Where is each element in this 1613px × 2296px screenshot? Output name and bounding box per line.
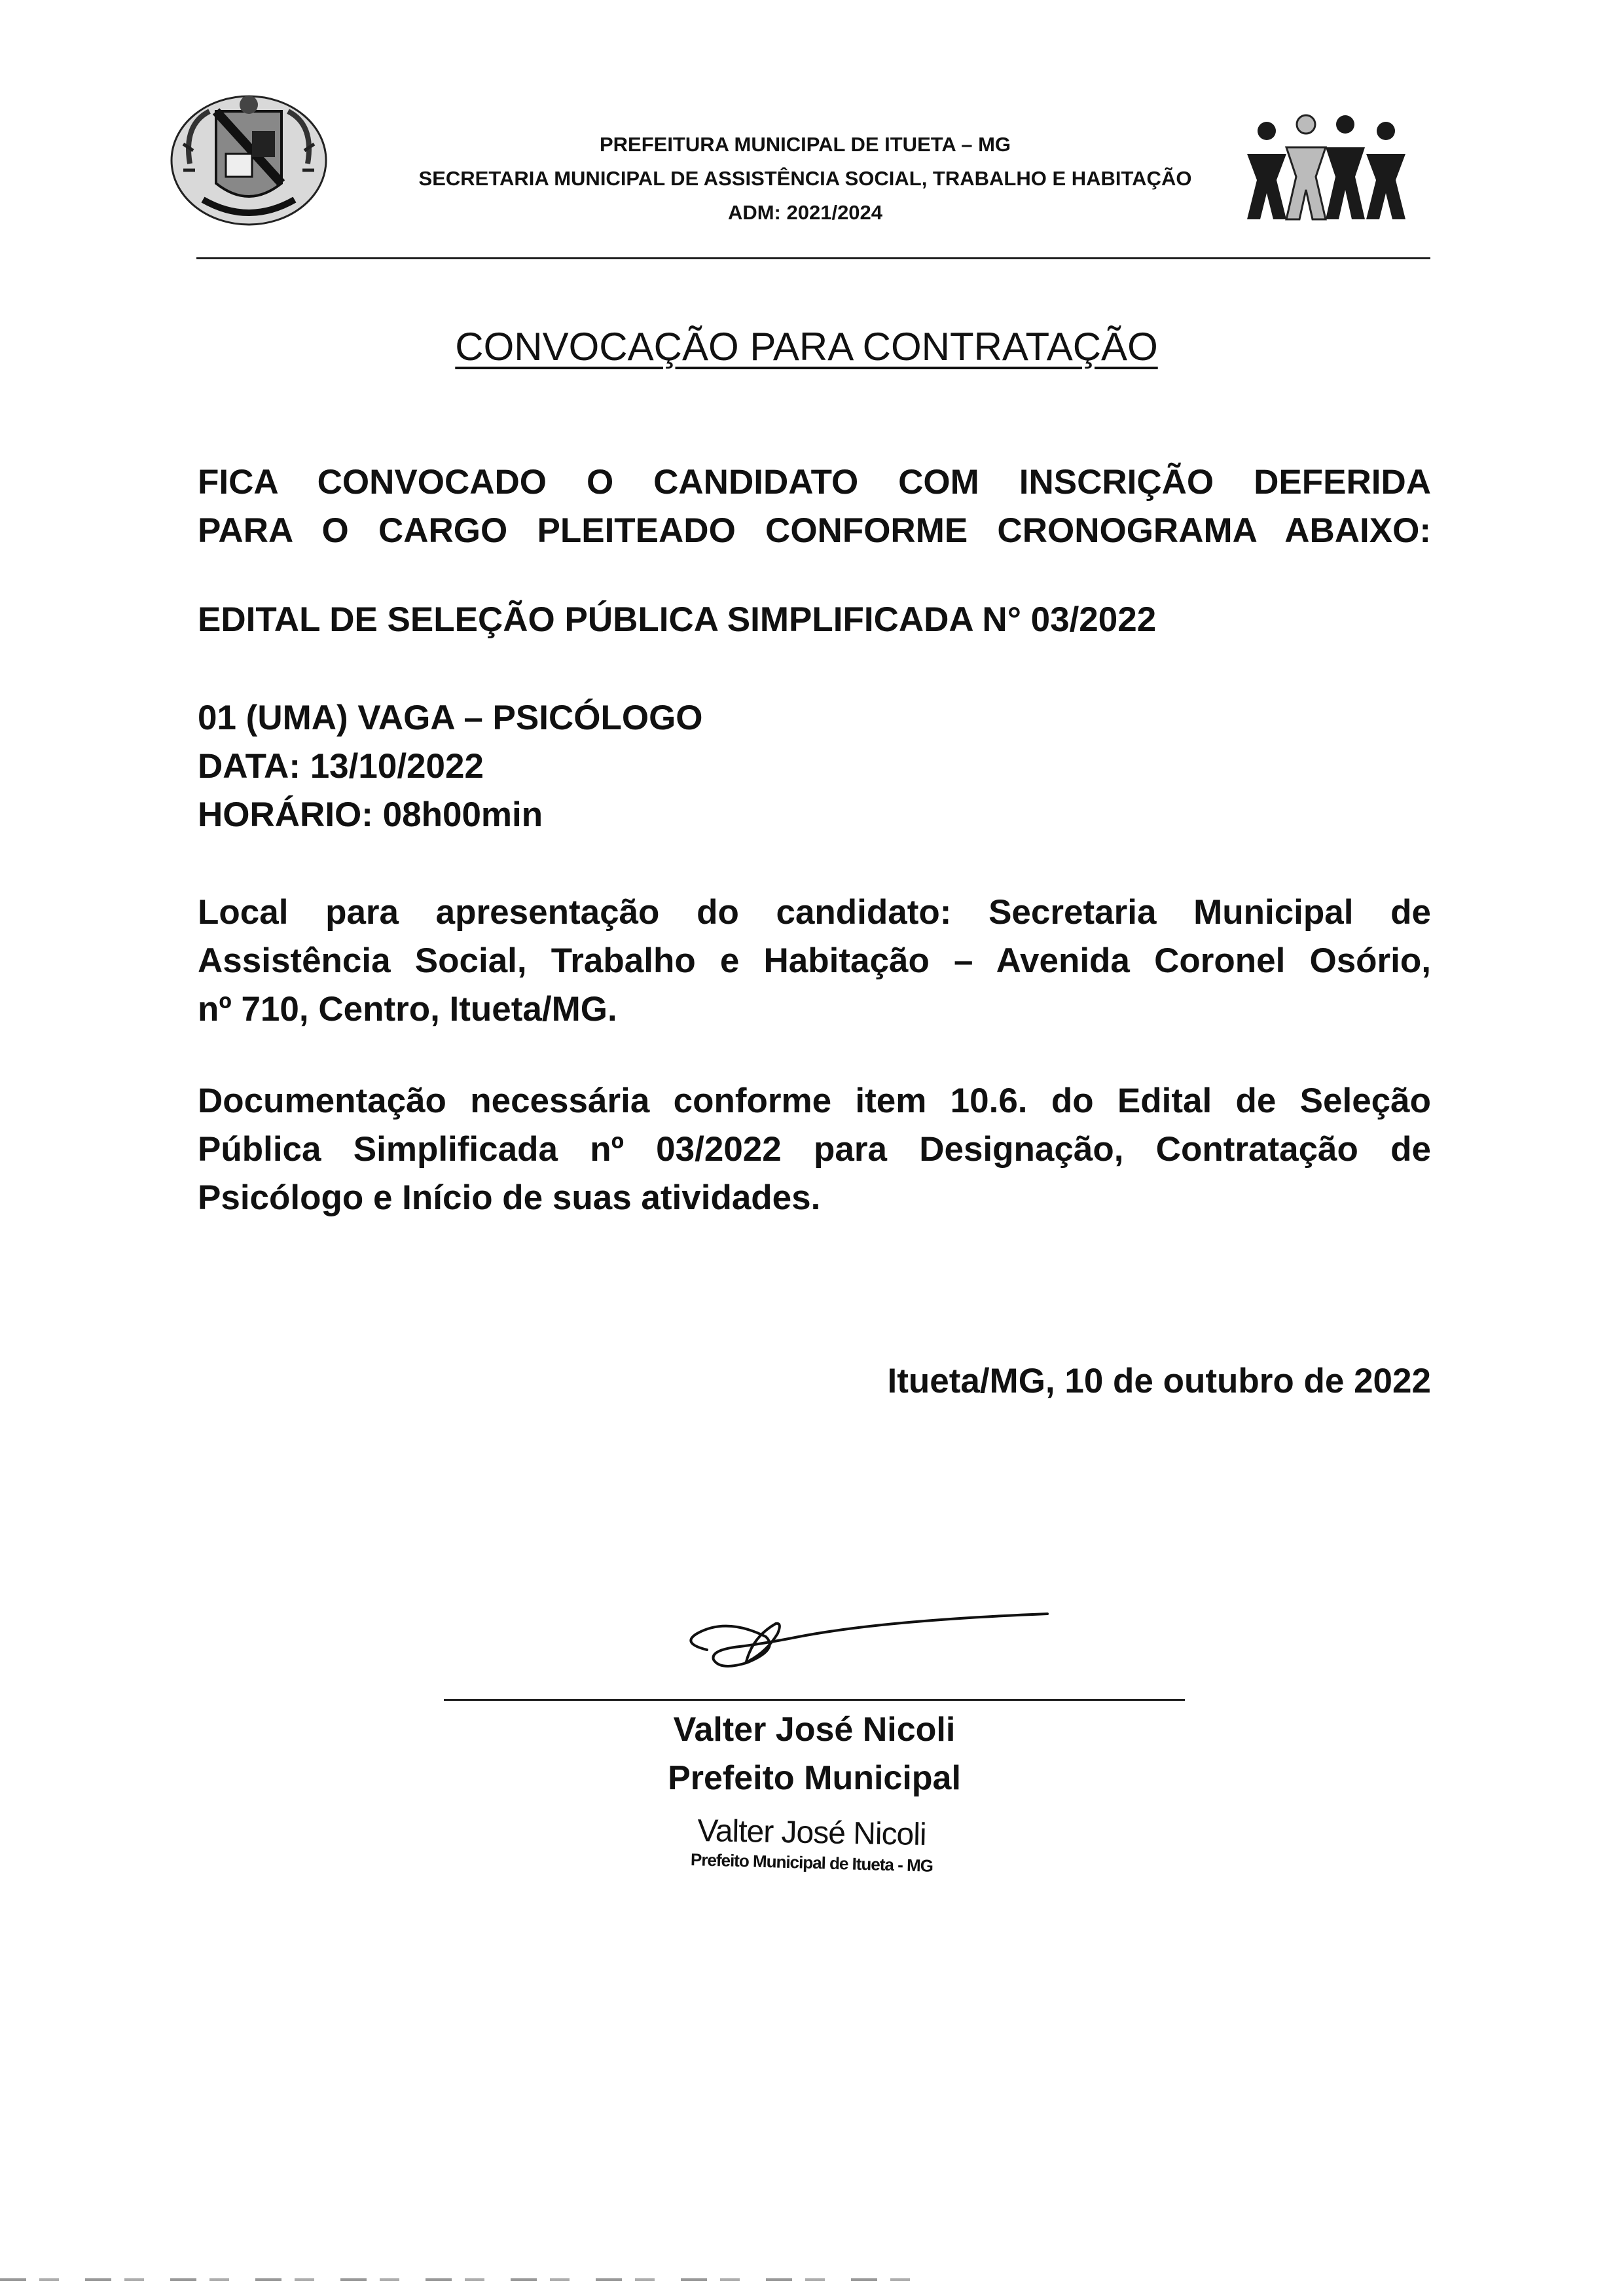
people-figures-logo-icon <box>1241 108 1411 223</box>
edital-reference: EDITAL DE SELEÇÃO PÚBLICA SIMPLIFICADA N° 03/2022 <box>198 600 1157 639</box>
location-line: nº 710, Centro, Itueta/MG. <box>198 990 617 1029</box>
scan-artifact <box>0 2278 916 2281</box>
documentation-line: Pública Simplificada nº 03/2022 para Designação, Contratação de <box>198 1130 1431 1169</box>
intro-line: FICA CONVOCADO O CANDIDATO COM INSCRIÇÃO DEFERIDA <box>198 463 1431 501</box>
signatory-block <box>444 1705 1185 1802</box>
letterhead-line-secretariat: SECRETARIA MUNICIPAL DE ASSISTÊNCIA SOCIAL, TRABALHO E HABITAÇÃO <box>418 167 1192 190</box>
location-line: Assistência Social, Trabalho e Habitação – Avenida Coronel Osório, <box>198 941 1431 980</box>
place-and-date: Itueta/MG, 10 de outubro de 2022 <box>887 1362 1431 1400</box>
location-line: Local para apresentação do candidato: Secretaria Municipal de <box>198 893 1431 932</box>
documentation-line: Psicólogo e Início de suas atividades. <box>198 1178 821 1217</box>
intro-line: PARA O CARGO PLEITEADO CONFORME CRONOGRAMA ABAIXO: <box>198 511 1431 550</box>
vacancy-position: 01 (UMA) VAGA – PSICÓLOGO <box>198 699 703 737</box>
documentation-paragraph <box>198 1077 1431 1222</box>
official-stamp <box>642 1815 982 1874</box>
header-divider <box>196 257 1430 259</box>
location-paragraph <box>198 888 1431 1034</box>
municipal-coat-of-arms-icon <box>164 85 334 236</box>
letterhead <box>367 128 1244 230</box>
letterhead-line-municipality: PREFEITURA MUNICIPAL DE ITUETA – MG <box>599 133 1011 156</box>
letterhead-line-administration: ADM: 2021/2024 <box>727 201 883 224</box>
vacancy-date: DATA: 13/10/2022 <box>198 747 484 786</box>
stamp-name: Valter José Nicoli <box>697 1813 927 1853</box>
vacancy-details <box>198 694 1431 839</box>
stamp-title: Prefeito Municipal de Itueta - MG <box>690 1850 933 1876</box>
handwritten-signature <box>668 1597 1060 1689</box>
document-title: CONVOCAÇÃO PARA CONTRATAÇÃO <box>455 325 1158 369</box>
documentation-line: Documentação necessária conforme item 10.6. do Edital de Seleção <box>198 1082 1431 1120</box>
signatory-role: Prefeito Municipal <box>668 1759 961 1797</box>
signatory-name: Valter José Nicoli <box>673 1711 956 1749</box>
vacancy-time: HORÁRIO: 08h00min <box>198 795 543 834</box>
intro-paragraph <box>198 458 1431 555</box>
signature-line <box>444 1699 1185 1701</box>
